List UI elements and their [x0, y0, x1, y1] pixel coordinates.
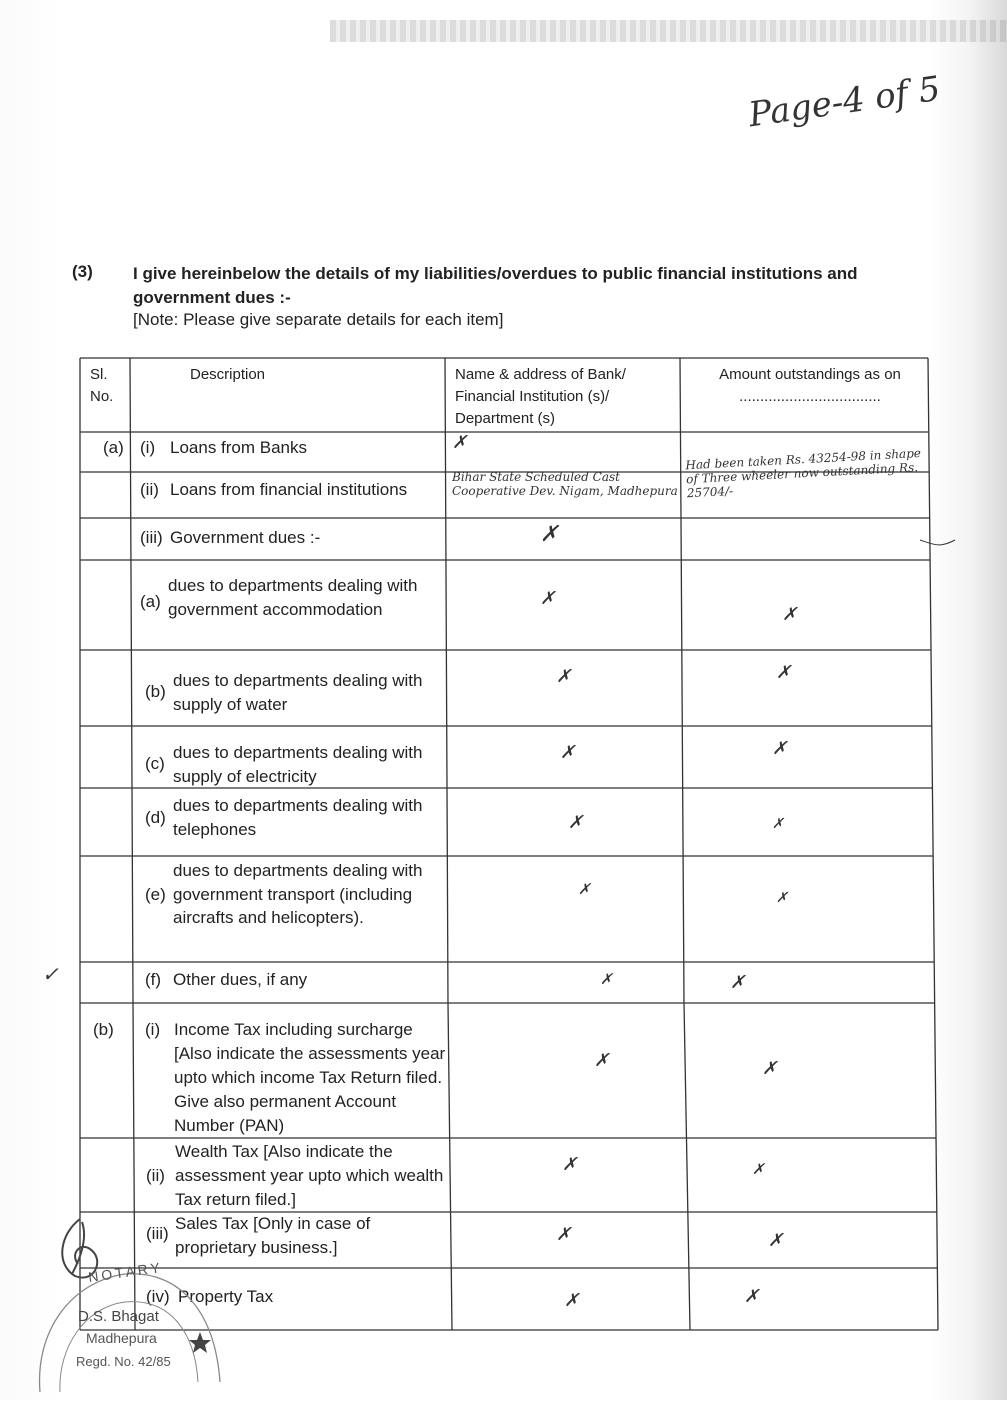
row-sub-d-amount-mark: ✗ — [772, 816, 784, 832]
row-b-i-amount-mark: ✗ — [762, 1058, 778, 1079]
row-a-i-text: Loans from Banks — [170, 438, 308, 457]
header-description: Description — [190, 366, 266, 383]
header-amount: Amount outstandings as on .................................. — [719, 366, 901, 405]
handwritten-page-number: Page-4 of 5 — [746, 68, 943, 136]
row-b-iv-bank-mark: ✗ — [564, 1290, 580, 1311]
row-b-iii-num: (iii) — [146, 1224, 169, 1243]
row-sub-c-bank-mark: ✗ — [560, 742, 576, 763]
notary-stamp — [30, 1258, 230, 1402]
row-a-iii-num: (iii) — [140, 528, 163, 547]
row-sub-f-amount-mark: ✗ — [730, 972, 746, 993]
header-sl-no: Sl. No. — [90, 366, 114, 405]
row-sub-c-num: (c) — [145, 754, 165, 773]
row-b-ii-bank-mark: ✗ — [562, 1154, 578, 1175]
row-sub-b-text: dues to departments dealing with supply of water — [173, 671, 423, 714]
stamp-reg: Regd. No. 42/85 — [76, 1354, 171, 1369]
row-sub-e-bank-mark: ✗ — [578, 880, 591, 898]
margin-tick-mark: ✓ — [42, 962, 59, 986]
row-sub-d-num: (d) — [145, 808, 166, 827]
row-a-i-bank-mark: ✗ — [452, 432, 468, 453]
section-note: [Note: Please give separate details for each item] — [133, 310, 504, 329]
row-sub-f-bank-mark: ✗ — [600, 970, 613, 988]
row-b-iv-num: (iv) — [146, 1287, 170, 1306]
row-b-i-bank-mark: ✗ — [594, 1050, 610, 1071]
sl-a: (a) — [103, 438, 124, 457]
row-b-iii-amount-mark: ✗ — [768, 1230, 784, 1251]
section-number: (3) — [72, 262, 93, 281]
row-a-i-num: (i) — [140, 438, 156, 457]
sl-b: (b) — [93, 1020, 114, 1039]
row-a-iii-bank-mark: ✗ — [540, 522, 559, 547]
row-sub-c-amount-mark: ✗ — [772, 738, 788, 759]
row-b-ii-text: Wealth Tax [Also indicate the assessment year upto which wealth Tax return filed.] — [175, 1142, 444, 1209]
row-sub-c-text: dues to departments dealing with supply of electricity — [173, 743, 423, 786]
stamp-place: Madhepura — [86, 1330, 157, 1346]
row-sub-e-num: (e) — [145, 885, 166, 904]
row-b-iv-amount-mark: ✗ — [744, 1286, 760, 1307]
section-intro: I give hereinbelow the details of my liabilities/overdues to public financial institutions and government dues :- — [133, 264, 858, 307]
row-b-iii-text: Sales Tax [Only in case of proprietary business.] — [175, 1214, 371, 1257]
row-a-ii-amount-handwritten: Had been taken Rs. 43254-98 in shape of Three wheeler now outstanding Rs. 25704/- — [685, 446, 922, 501]
row-b-iii-bank-mark: ✗ — [556, 1224, 572, 1245]
row-sub-b-amount-mark: ✗ — [776, 662, 792, 683]
row-sub-e-amount-mark: ✗ — [776, 890, 788, 906]
row-a-iii-text: Government dues :- — [170, 528, 321, 547]
row-a-ii-bank-handwritten: Bihar State Scheduled Cast Cooperative Dev. Nigam, Madhepura — [452, 470, 678, 498]
row-b-iv-text: Property Tax — [178, 1287, 274, 1306]
row-sub-e-text: dues to departments dealing with government transport (including aircrafts and helicopters). — [173, 861, 423, 927]
row-a-ii-num: (ii) — [140, 480, 159, 499]
header-bank: Name & address of Bank/ Financial Institution (s)/ Department (s) — [455, 366, 626, 427]
row-b-ii-num: (ii) — [146, 1166, 165, 1185]
row-sub-f-text: Other dues, if any — [173, 970, 308, 989]
row-sub-f-num: (f) — [145, 970, 162, 989]
row-sub-d-bank-mark: ✗ — [568, 812, 584, 833]
stamp-name: D.S. Bhagat — [78, 1308, 159, 1325]
row-b-i-num: (i) — [145, 1020, 161, 1039]
row-b-ii-amount-mark: ✗ — [752, 1160, 765, 1178]
row-sub-a-bank-mark: ✗ — [540, 588, 556, 609]
row-sub-a-num: (a) — [140, 592, 161, 611]
row-sub-b-num: (b) — [145, 682, 166, 701]
row-b-i-text: Income Tax including surcharge [Also indicate the assessments year upto which income Tax Return filed. Give also permanent Account Number (PAN) — [174, 1020, 446, 1135]
stamp-title: NOTARY — [87, 1258, 164, 1286]
row-sub-a-amount-mark: ✗ — [782, 604, 798, 625]
row-a-ii-text: Loans from financial institutions — [170, 480, 408, 499]
row-sub-a-text: dues to departments dealing with government accommodation — [168, 576, 418, 619]
row-sub-b-bank-mark: ✗ — [556, 666, 572, 687]
row-sub-d-text: dues to departments dealing with telephones — [173, 796, 423, 839]
